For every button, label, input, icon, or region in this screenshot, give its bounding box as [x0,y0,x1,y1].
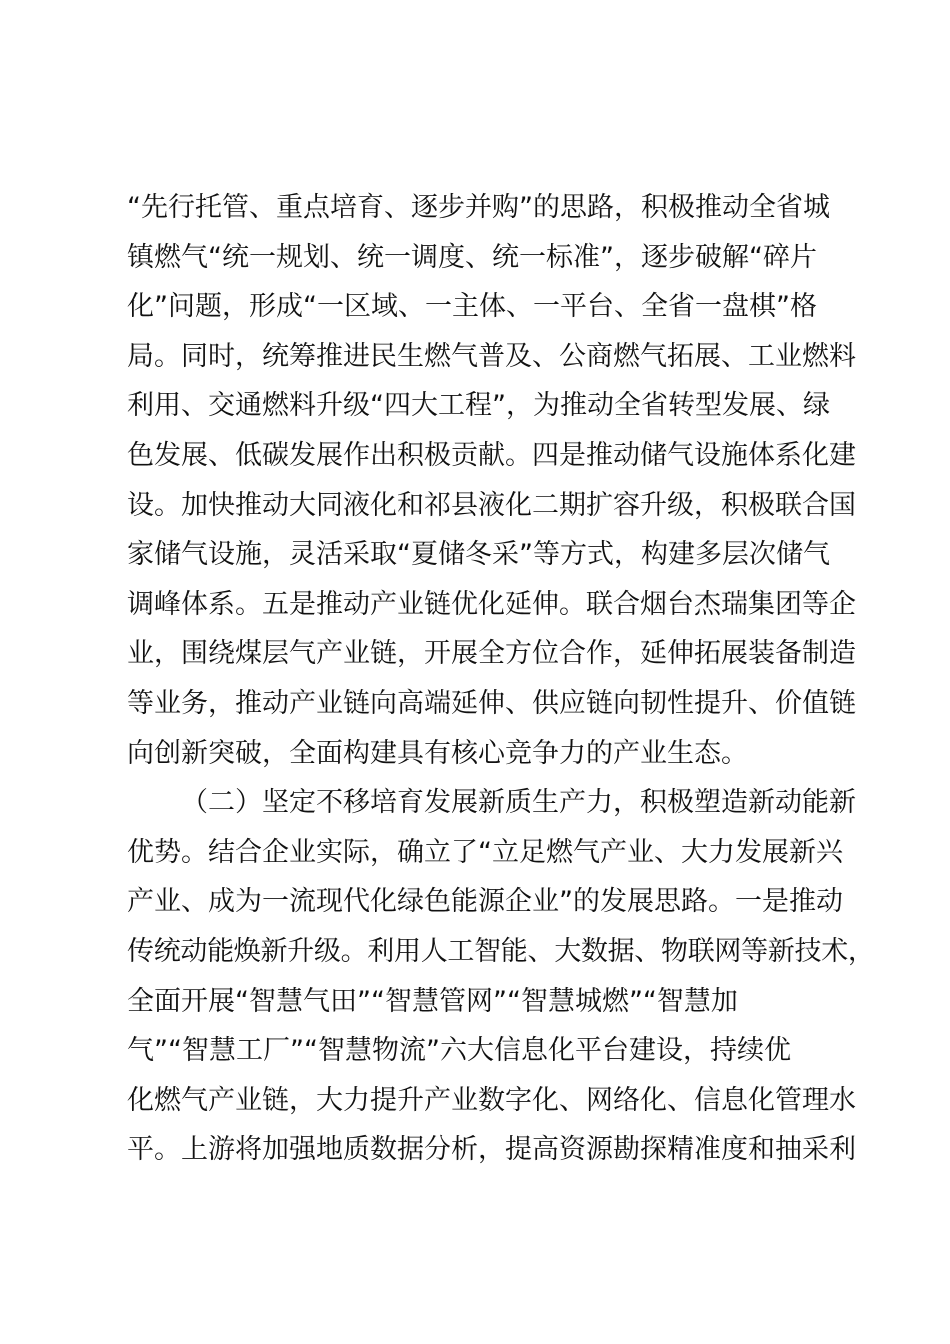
text-line: 镇燃气“统一规划、统一调度、统一标准”，逐步破解“碎片 [127,241,817,273]
text-line: 色发展、低碳发展作出积极贡献。四是推动储气设施体系化建 [127,439,856,471]
text-line: 产业、成为一流现代化绿色能源企业”的发展思路。一是推动 [127,886,843,918]
text-line: 等业务，推动产业链向高端延伸、供应链向韧性提升、价值链 [127,687,856,719]
text-line: 优势。结合企业实际，确立了“立足燃气产业、大力发展新兴 [127,836,843,868]
text-line: 向创新突破，全面构建具有核心竞争力的产业生态。 [127,737,748,769]
text-line: 家储气设施，灵活采取“夏储冬采”等方式，构建多层次储气 [127,539,830,571]
text-line: 平。上游将加强地质数据分析，提高资源勘探精准度和抽采利 [127,1134,856,1166]
text-line: 气”“智慧工厂”“智慧物流”六大信息化平台建设，持续优 [127,1035,791,1067]
text-line: 局。同时，统筹推进民生燃气普及、公商燃气拓展、工业燃料 [127,340,856,372]
text-line: “先行托管、重点培育、逐步并购”的思路，积极推动全省城 [127,192,830,223]
text-line: 设。加快推动大同液化和祁县液化二期扩容升级，积极联合国 [127,489,856,521]
text-line: 化燃气产业链，大力提升产业数字化、网络化、信息化管理水 [127,1084,856,1116]
text-line: 传统动能焕新升级。利用人工智能、大数据、物联网等新技术， [127,935,875,967]
document-body [127,183,875,1175]
text-line: 利用、交通燃料升级“四大工程”，为推动全省转型发展、绿 [127,390,830,422]
text-line: 调峰体系。五是推动产业链优化延伸。联合烟台杰瑞集团等企 [127,588,856,620]
text-line: 业，围绕煤层气产业链，开展全方位合作，延伸拓展装备制造 [127,638,856,670]
text-line: 化”问题，形成“一区域、一主体、一平台、全省一盘棋”格 [127,291,817,323]
section-heading-line: （二）坚定不移培育发展新质生产力，积极塑造新动能新 [181,787,856,819]
text-line: 全面开展“智慧气田”“智慧管网”“智慧城燃”“智慧加 [127,985,738,1017]
